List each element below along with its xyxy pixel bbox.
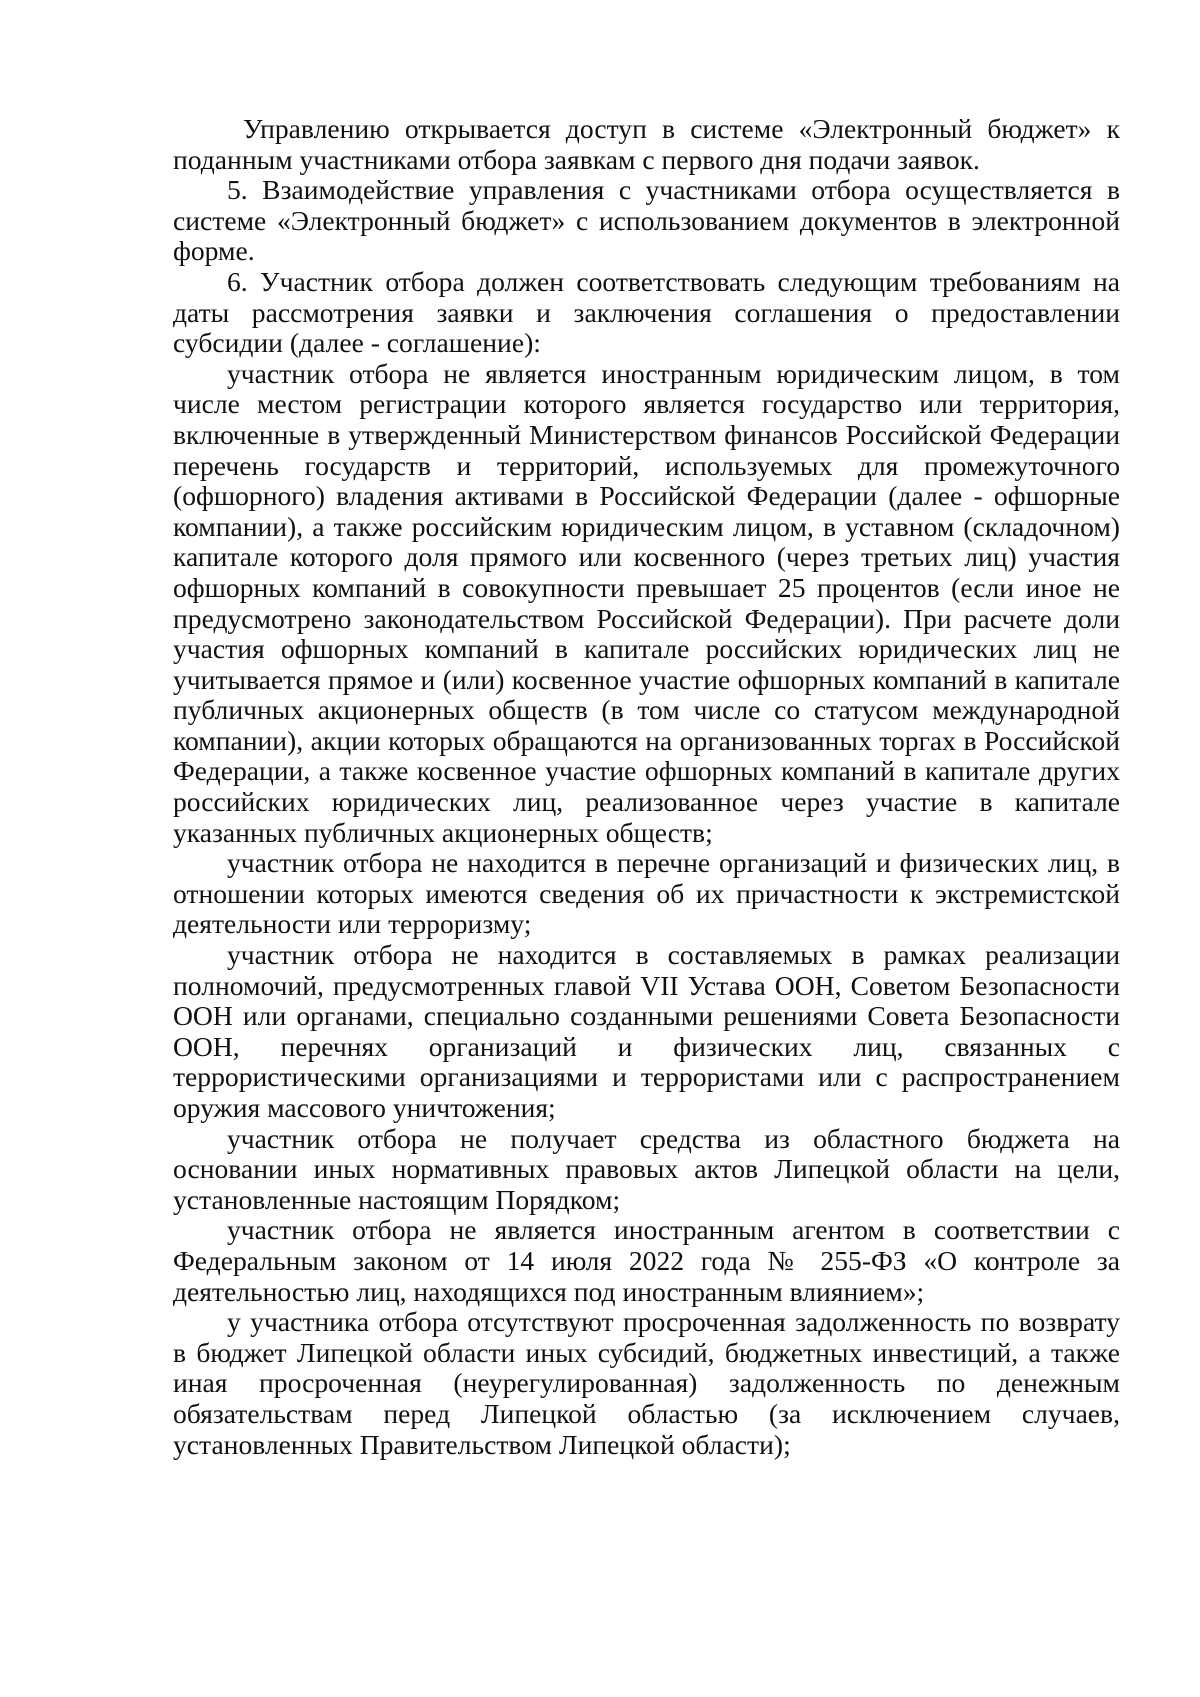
paragraph-overdue-debt-requirement: у участника отбора отсутствуют просроченная задолженность по возврату в бюджет Липецкой области иных субсидий, бюджетных инвестиций, а также иная просроченная (неурегулированная) задолженность по денежным обязательствам перед Липецкой областью (за исключением случаев, установленных Правительством Липецкой области); (173, 1306, 1120, 1460)
paragraph-foreign-agent-requirement: участник отбора не является иностранным агентом в соответствии с Федеральным законом от 14 июля 2022 года № 255-ФЗ «О контроле за деятельностью лиц, находящихся под иностранным влиянием»; (173, 1214, 1120, 1307)
document-page (173, 114, 1120, 1460)
paragraph-extremism-list-requirement: участник отбора не находится в перечне организаций и физических лиц, в отношении которых имеются сведения об их причастности к экстремистской деятельности или терроризму; (173, 847, 1120, 940)
paragraph-item-6-requirements: 6. Участник отбора должен соответствовать следующим требованиям на даты рассмотрения заявки и заключения соглашения о предоставлении субсидии (далее - соглашение): (173, 265, 1120, 359)
paragraph-regional-budget-funds-requirement: участник отбора не получает средства из областного бюджета на основании иных нормативных правовых актов Липецкой области на цели, установленные настоящим Порядком; (173, 1122, 1120, 1215)
paragraph-offshore-requirement: участник отбора не является иностранным юридическим лицом, в том числе местом регистрации которого является государство или территория, включенные в утвержденный Министерством финансов Российской Федерации перечень государств и территорий, используемых для промежуточного (офшорного) владения активами в Российской Федерации (далее - офшорные компании), а также российским юридическим лицом, в уставном (складочном) капитале которого доля прямого или косвенного (через третьих лиц) участия офшорных компаний в совокупности превышает 25 процентов (если иное не предусмотрено законодательством Российской Федерации). При расчете доли участия офшорных компаний в капитале российских юридических лиц не учитывается прямое и (или) косвенное участие офшорных компаний в капитале публичных акционерных обществ (в том числе со статусом международной компании), акции которых обращаются на организованных торгах в Российской Федерации, а также косвенное участие офшорных компаний в капитале других российских юридических лиц, реализованное через участие в капитале указанных публичных акционерных обществ; (173, 357, 1120, 848)
paragraph-un-security-council-requirement: участник отбора не находится в составляемых в рамках реализации полномочий, предусмотренных главой VII Устава ООН, Советом Безопасности ООН или органами, специально созданными решениями Совета Безопасности ООН, перечнях организаций и физических лиц, связанных с террористическими организациями и террористами или с распространением оружия массового уничтожения; (173, 939, 1120, 1123)
paragraph-access-to-applications: Управлению открывается доступ в системе «Электронный бюджет» к поданным участниками отбора заявкам с первого дня подачи заявок. (173, 113, 1120, 175)
paragraph-item-5-interaction: 5. Взаимодействие управления с участниками отбора осуществляется в системе «Электронный бюджет» с использованием документов в электронной форме. (173, 174, 1120, 267)
